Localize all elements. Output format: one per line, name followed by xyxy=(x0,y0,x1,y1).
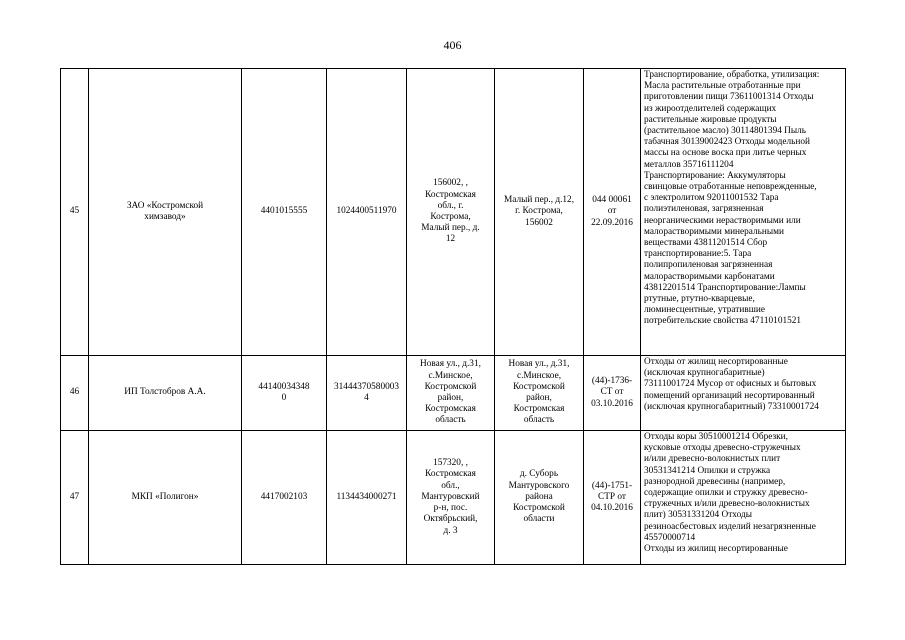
row-number-cell: 47 xyxy=(61,431,89,565)
cell-text-line: из жироотделителей содержащих xyxy=(644,103,777,114)
organization-name-cell xyxy=(89,69,242,356)
cell-text-line: свинцовые отработанные неповрежденные, xyxy=(644,182,817,193)
row-number-cell: 45 xyxy=(61,69,89,356)
cell-text-line: ЗАО «Костромской xyxy=(126,200,204,211)
cell-text-line: растительные жировые продукты xyxy=(644,114,777,125)
cell-text-line: (растительное масло) 30114801394 Пыль xyxy=(644,126,807,137)
cell-text-line: резиноасбестовых изделий незагрязненные xyxy=(644,521,816,532)
ogrn-cell xyxy=(327,356,407,431)
cell-text-line: 22.09.2016 xyxy=(591,217,633,228)
cell-text-line: 044 00061 xyxy=(592,195,632,206)
cell-text-line: Костромская xyxy=(425,469,476,480)
cell-text-line: Мантуровский xyxy=(421,491,480,502)
inn-cell xyxy=(242,69,327,356)
cell-text-line: 30531341214 Опилки и стружка xyxy=(644,465,771,476)
cell-text-line: обл., xyxy=(441,480,460,491)
cell-text-line: люминесцентные, утратившие xyxy=(644,305,765,316)
cell-text-line: область xyxy=(523,415,555,426)
site-address-cell xyxy=(495,356,584,431)
cell-text-line: Новая ул., д.31, xyxy=(420,359,481,370)
organization-name-cell xyxy=(89,431,242,565)
cell-text-line: область xyxy=(435,415,466,426)
cell-text-line: 03.10.2016 xyxy=(591,398,633,409)
cell-text-line: 156002, , xyxy=(433,178,468,189)
cell-text-line: Малый пер., д. xyxy=(421,223,480,234)
cell-text-line: помещений организаций несортированный xyxy=(644,390,815,401)
cell-text-line: обл., г. xyxy=(437,200,464,211)
cell-text-line: содержащие опилки и стружку древесно- xyxy=(644,488,808,499)
cell-text-line: Костромская xyxy=(425,189,476,200)
cell-text-line: (исключая крупногабаритный) 73310001724 xyxy=(644,401,819,412)
cell-text-line: химзавод» xyxy=(144,212,186,222)
cell-text-line: 157320, , xyxy=(433,458,468,469)
cell-text-line: СТР от xyxy=(598,491,626,502)
cell-text-line: от xyxy=(607,206,617,217)
cell-text-line: МКП «Полигон» xyxy=(131,491,199,502)
inn-cell xyxy=(242,431,327,565)
cell-text-line: р-н, пос. xyxy=(433,503,468,514)
cell-text-line: табачная 30139002423 Отходы модельной xyxy=(644,137,810,148)
site-address-cell xyxy=(495,431,584,565)
cell-text-line: 1134434000271 xyxy=(336,491,397,502)
activities-cell xyxy=(641,69,846,356)
cell-text-line: полипропиленовая загрязненная xyxy=(644,260,773,271)
cell-text-line: малорастворимыми минеральными xyxy=(644,226,784,237)
cell-text-line: Кострома, xyxy=(430,212,471,222)
legal-address-cell xyxy=(407,69,495,356)
cell-text-line: район, xyxy=(437,393,464,403)
cell-text-line: Транспортирование, обработка, утилизация: xyxy=(644,70,820,80)
license-cell xyxy=(584,69,641,356)
table-row xyxy=(61,431,846,565)
cell-text-line: Костромской xyxy=(424,381,477,392)
cell-text-line: металлов 35716111204 xyxy=(644,159,734,170)
cell-text-line: 0 xyxy=(281,393,287,403)
cell-text-line: Масла растительные отработанные при xyxy=(644,81,801,92)
cell-text-line: район, xyxy=(526,393,552,403)
cell-text-line: 156002 xyxy=(525,217,553,228)
site-address-cell xyxy=(495,69,584,356)
cell-text-line: 4401015555 xyxy=(260,206,308,217)
cell-text-line: Новая ул., д.31, xyxy=(508,359,570,370)
ogrn-cell xyxy=(327,431,407,565)
activities-cell xyxy=(641,431,846,565)
cell-text-line: транспортирование:5. Тара xyxy=(644,249,752,260)
cell-text-line: Костромской xyxy=(513,503,565,514)
table-row xyxy=(61,356,846,431)
cell-text-line: (44)-1736- xyxy=(591,376,633,387)
cell-text-line: Октябрьский, xyxy=(423,514,478,525)
cell-text-line: 45570000714 xyxy=(644,532,696,543)
cell-text-line: (44)-1751- xyxy=(591,480,633,491)
cell-text-line: г. Кострома, xyxy=(515,206,563,217)
cell-text-line: 04.10.2016 xyxy=(591,503,633,514)
row-number-cell: 46 xyxy=(61,356,89,431)
waste-license-table xyxy=(60,68,846,565)
cell-text-line: Отходы от жилищ несортированные xyxy=(644,357,788,367)
organization-name-cell xyxy=(89,356,242,431)
cell-text-line: 44140034348 xyxy=(258,381,310,392)
cell-text-line: Отходы коры 30510001214 Обрезки, xyxy=(644,432,788,442)
cell-text-line: д. 3 xyxy=(443,525,458,536)
cell-text-line: Малый пер., д.12, xyxy=(503,195,575,206)
cell-text-line: Костромская xyxy=(513,404,565,415)
cell-text-line: 43812201514 Транспортирование:Лампы xyxy=(644,282,806,293)
cell-text-line: области xyxy=(523,514,555,525)
cell-text-line: 4417002103 xyxy=(260,491,308,502)
cell-text-line: полиэтиленовая, загрязненная xyxy=(644,204,764,215)
cell-text-line: потребительские свойства 47110101521 xyxy=(644,316,802,327)
cell-text-line: с.Минское, xyxy=(516,370,562,381)
cell-text-line: кусковые отходы древесно-стружечных xyxy=(644,443,801,454)
cell-text-line: и/или древесно-волокнистых плит xyxy=(644,454,781,465)
cell-text-line: района xyxy=(525,491,553,502)
table-row xyxy=(61,69,846,356)
cell-text-line: д. Суборь xyxy=(519,469,559,480)
cell-text-line: массы на основе воска при литье черных xyxy=(644,148,807,159)
cell-text-line: малорастворимыми карбонатами xyxy=(644,271,775,282)
cell-text-line: (исключая крупногабаритные) xyxy=(644,368,765,379)
cell-text-line: стружечных и/или древесно-волокнистых xyxy=(644,499,810,510)
cell-text-line: 4 xyxy=(364,393,369,403)
ogrn-cell xyxy=(327,69,407,356)
license-cell xyxy=(584,431,641,565)
page-number: 406 xyxy=(443,38,462,52)
cell-text-line: Транспортирование: Аккумуляторы xyxy=(644,170,786,181)
legal-address-cell xyxy=(407,431,495,565)
legal-address-cell xyxy=(407,356,495,431)
cell-text-line: приготовлении пищи 73611001314 Отходы xyxy=(644,92,814,103)
cell-text-line: веществами 43811201514 Сбор xyxy=(644,238,768,249)
cell-text-line: 1024400511970 xyxy=(336,206,397,217)
cell-text-line: 31444370580003 xyxy=(333,381,400,392)
cell-text-line: ИП Толстобров А.А. xyxy=(124,387,206,398)
cell-text-line: Костромская xyxy=(425,404,476,415)
cell-text-line: ртутные, ртутно-кварцевые, xyxy=(644,294,755,305)
cell-text-line: 12 xyxy=(445,234,456,245)
cell-text-line: с электролитом 92011001532 Тара xyxy=(644,193,779,204)
cell-text-line: СТ от xyxy=(600,387,624,398)
license-cell xyxy=(584,356,641,431)
cell-text-line: Костромской xyxy=(513,381,565,392)
cell-text-line: плит) 30531331204 Отходы xyxy=(644,510,752,521)
cell-text-line: 73111001724 Мусор от офисных и бытовых xyxy=(644,379,817,390)
cell-text-line: с.Минское, xyxy=(428,370,473,381)
activities-cell xyxy=(641,356,846,431)
cell-text-line: Мантуровского xyxy=(508,480,570,491)
inn-cell xyxy=(242,356,327,431)
cell-text-line: разнородной древесины (например, xyxy=(644,476,786,487)
cell-text-line: Отходы из жилищ несортированные xyxy=(644,544,788,555)
cell-text-line: неорганическими нерастворимыми или xyxy=(644,215,801,226)
